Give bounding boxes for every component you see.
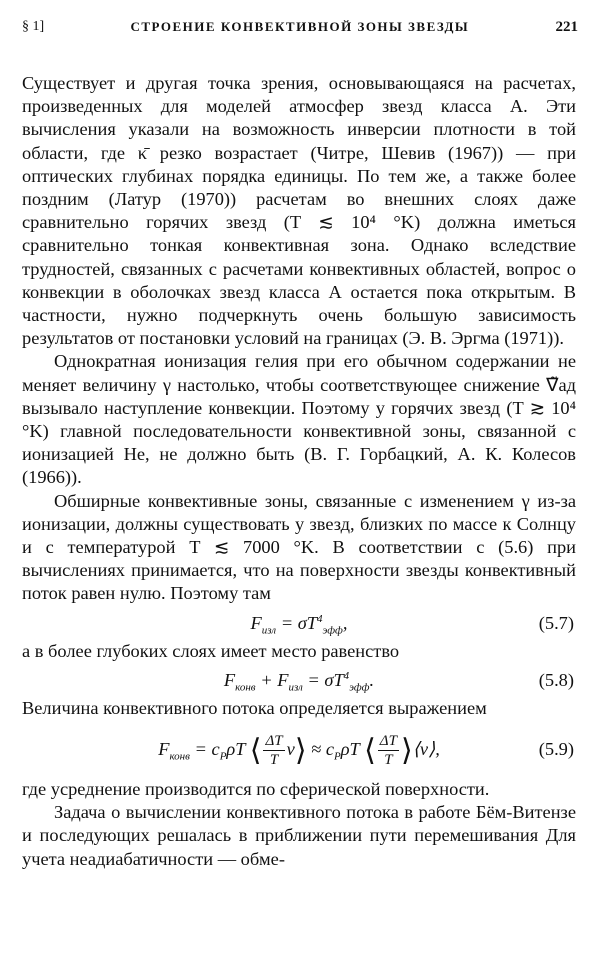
page-body: [22, 72, 576, 871]
text-before-eq-5-9: Величина конвективного потока определяется выражением: [22, 697, 487, 718]
fraction-delta-t: $\frac{\Delta T}{T}$: [265, 733, 283, 769]
equation-5-7: $F_{изл} = \sigma T^4_{эфф}$, (5.7): [22, 606, 576, 640]
text-after-eq-5-9: где усреднение производится по сферической поверхности.: [22, 779, 490, 800]
equation-number-5-8: (5.8): [538, 669, 574, 690]
section-marker: § 1]: [22, 19, 45, 34]
equation-number-5-9: (5.9): [538, 739, 574, 760]
equation-number-5-7: (5.7): [538, 612, 574, 633]
equation-5-8: $F_{конв} + F_{изл} = \sigma T^4_{эфф}$. (5.8): [22, 663, 576, 697]
paragraph-1: Существует и другая точка зрения, основывающаяся на расчетах, произведенных для моделей атмосфер звезд класса А. Эти вычисления указали на возможность инверсии плотности в той области, где κ̄ резко возрастает (Читре, Шевив (1967)) — при оптических глубинах порядка единицы. По тем же, а также более поздним (Латур (1970)) расчетам во внешних слоях даже сравнительно горячих звезд (T ≲ 10⁴ °K) должна иметься сравнительно тонкая конвективная зона. Однако вследствие трудностей, связанных с расчетами конвективных областей, вопрос о конвекции в оболочках звезд класса А остается пока открытым. В частности, нужно подчеркнуть очень большую зависимость результатов от постановки условий на границах (Э. В. Эргма (1971)).: [22, 73, 576, 349]
paragraph-last: Задача о вычислении конвективного потока в работе Бём-Витензе и последующих решалась в приближении пути перемешивания Для учета неадиабатичности — обме-: [22, 802, 576, 869]
text-before-eq-5-8: а в более глубоких слоях имеет место равенство: [22, 640, 400, 661]
page-number: 221: [555, 18, 578, 35]
paragraph-2: Однократная ионизация гелия при его обычном содержании не меняет величину γ настолько, чтобы соответствующее снижение ∇̃ад вызывало наступление конвекции. Поэтому у горячих звезд (T ≳ 10⁴ °K) главной последовательности конвективной зоны, связанной с ионизацией He, не должно быть (В. Г. Горбацкий, А. К. Колесов (1966)).: [22, 351, 576, 488]
page-header: [22, 14, 578, 40]
running-title: СТРОЕНИЕ КОНВЕКТИВНОЙ ЗОНЫ ЗВЕЗДЫ: [130, 19, 470, 34]
paragraph-3: Обширные конвективные зоны, связанные с изменением γ из-за ионизации, должны существовать у звезд, близких по массе к Солнцу и с температурой T ≲ 7000 °K. В соответствии с (5.6) при вычислениях принимается, что на поверхности звезды конвективный поток равен нулю. Поэтому там: [22, 490, 576, 604]
equation-5-9: $F_{конв} = c_P\rho T$ ⟨ $\frac{\Delta T}{T}$ v⟩ ≈ $c_P\rho T$ ⟨ $\frac{\Delta T}{T}$ ⟩⟨v⟩, (5.9): [22, 720, 576, 778]
